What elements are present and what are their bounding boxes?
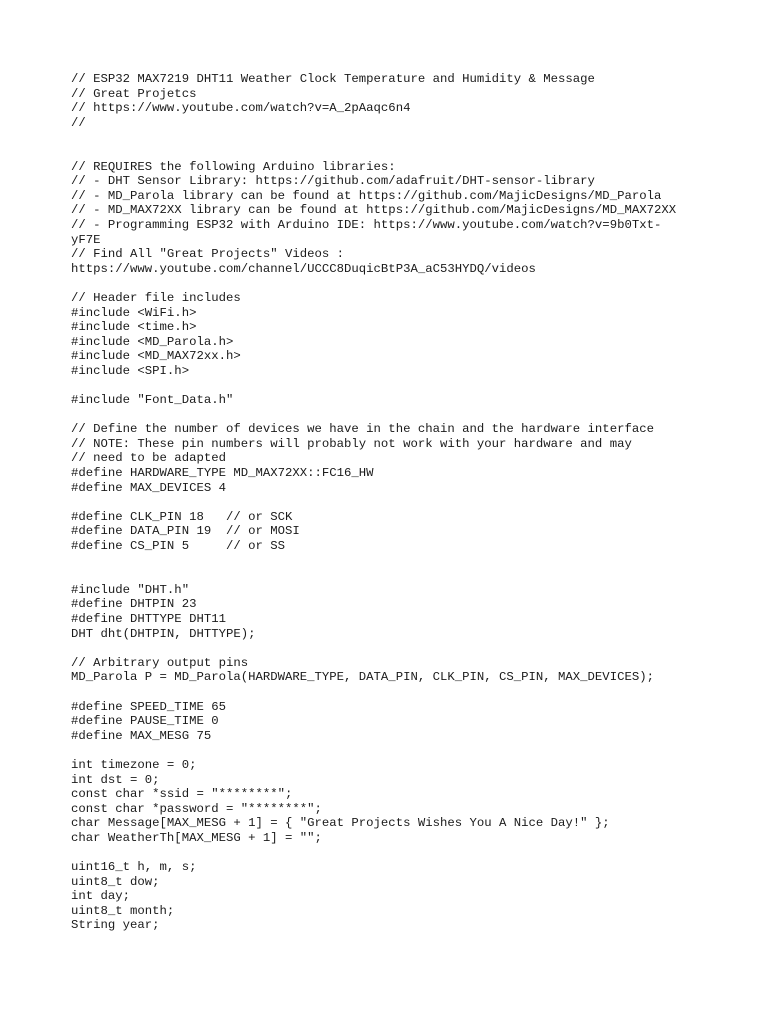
code-line: uint8_t dow; xyxy=(71,874,160,889)
code-line: // Header file includes xyxy=(71,290,241,305)
code-line: // xyxy=(71,115,86,130)
code-line: #define MAX_MESG 75 xyxy=(71,728,212,743)
code-line: #include <MD_MAX72xx.h> xyxy=(71,349,241,364)
code-line: const char *password = "********"; xyxy=(71,801,322,816)
code-line: int day; xyxy=(71,889,131,904)
code-line: // Find All "Great Projects" Videos : xyxy=(71,247,345,262)
blank-line xyxy=(71,145,711,160)
code-line: char WeatherTh[MAX_MESG + 1] = ""; xyxy=(71,830,322,845)
blank-line xyxy=(71,130,711,145)
code-line: uint16_t h, m, s; xyxy=(71,860,197,875)
code-line: // - Programming ESP32 with Arduino IDE: https://www.youtube.com/watch?v=9b0Txt- xyxy=(71,217,662,232)
code-line: // NOTE: These pin numbers will probably not work with your hardware and may xyxy=(71,436,632,451)
code-line: const char *ssid = "********"; xyxy=(71,787,293,802)
code-line: #include <MD_Parola.h> xyxy=(71,334,234,349)
code-line: int dst = 0; xyxy=(71,772,160,787)
blank-line xyxy=(71,378,711,393)
code-line: https://www.youtube.com/channel/UCCC8DuqicBtP3A_aC53HYDQ/videos xyxy=(71,261,536,276)
blank-line xyxy=(71,685,711,700)
blank-line xyxy=(71,641,711,656)
code-line: #define PAUSE_TIME 0 xyxy=(71,714,219,729)
code-line: #include <WiFi.h> xyxy=(71,305,197,320)
code-line: // - DHT Sensor Library: https://github.com/adafruit/DHT-sensor-library xyxy=(71,174,595,189)
code-line: #include <time.h> xyxy=(71,320,197,335)
code-line: #define CS_PIN 5 // or SS xyxy=(71,539,286,553)
code-line: String year; xyxy=(71,918,160,933)
code-line: #define DHTPIN 23 xyxy=(71,597,197,612)
code-line: // Great Projetcs xyxy=(71,86,197,101)
code-line: #define HARDWARE_TYPE MD_MAX72XX::FC16_HW xyxy=(71,466,374,481)
code-line: #define CLK_PIN 18 // or SCK xyxy=(71,509,293,524)
code-line: // ESP32 MAX7219 DHT11 Weather Clock Temperature and Humidity & Message xyxy=(71,72,595,86)
code-line: // - MD_MAX72XX library can be found at https://github.com/MajicDesigns/MD_MAX72XX xyxy=(71,203,677,218)
code-line: // Arbitrary output pins xyxy=(71,655,249,670)
code-line: DHT dht(DHTPIN, DHTTYPE); xyxy=(71,626,256,641)
code-line: #define SPEED_TIME 65 xyxy=(71,699,226,714)
blank-line xyxy=(71,743,711,758)
code-line: // - MD_Parola library can be found at https://github.com/MajicDesigns/MD_Parola xyxy=(71,188,662,203)
code-line: #define DHTTYPE DHT11 xyxy=(71,611,226,626)
blank-line xyxy=(71,495,711,510)
blank-line xyxy=(71,845,711,860)
code-line: // REQUIRES the following Arduino libraries: xyxy=(71,159,396,174)
code-line: #include "Font_Data.h" xyxy=(71,393,234,408)
code-line: #define MAX_DEVICES 4 xyxy=(71,480,226,495)
code-listing xyxy=(71,72,711,933)
code-line: #include "DHT.h" xyxy=(71,582,190,597)
blank-line xyxy=(71,276,711,291)
code-line: int timezone = 0; xyxy=(71,757,197,772)
code-line: #define DATA_PIN 19 // or MOSI xyxy=(71,524,300,539)
blank-line xyxy=(71,554,711,569)
code-line: // Define the number of devices we have in the chain and the hardware interface xyxy=(71,422,654,437)
code-line: char Message[MAX_MESG + 1] = { "Great Projects Wishes You A Nice Day!" }; xyxy=(71,816,610,831)
code-line: MD_Parola P = MD_Parola(HARDWARE_TYPE, DATA_PIN, CLK_PIN, CS_PIN, MAX_DEVICES); xyxy=(71,670,654,685)
code-line: #include <SPI.h> xyxy=(71,363,190,378)
blank-line xyxy=(71,408,711,423)
code-line: uint8_t month; xyxy=(71,903,175,918)
code-line: yF7E xyxy=(71,232,101,247)
blank-line xyxy=(71,568,711,583)
code-line: // need to be adapted xyxy=(71,451,226,466)
code-line: // https://www.youtube.com/watch?v=A_2pAaqc6n4 xyxy=(71,101,411,116)
